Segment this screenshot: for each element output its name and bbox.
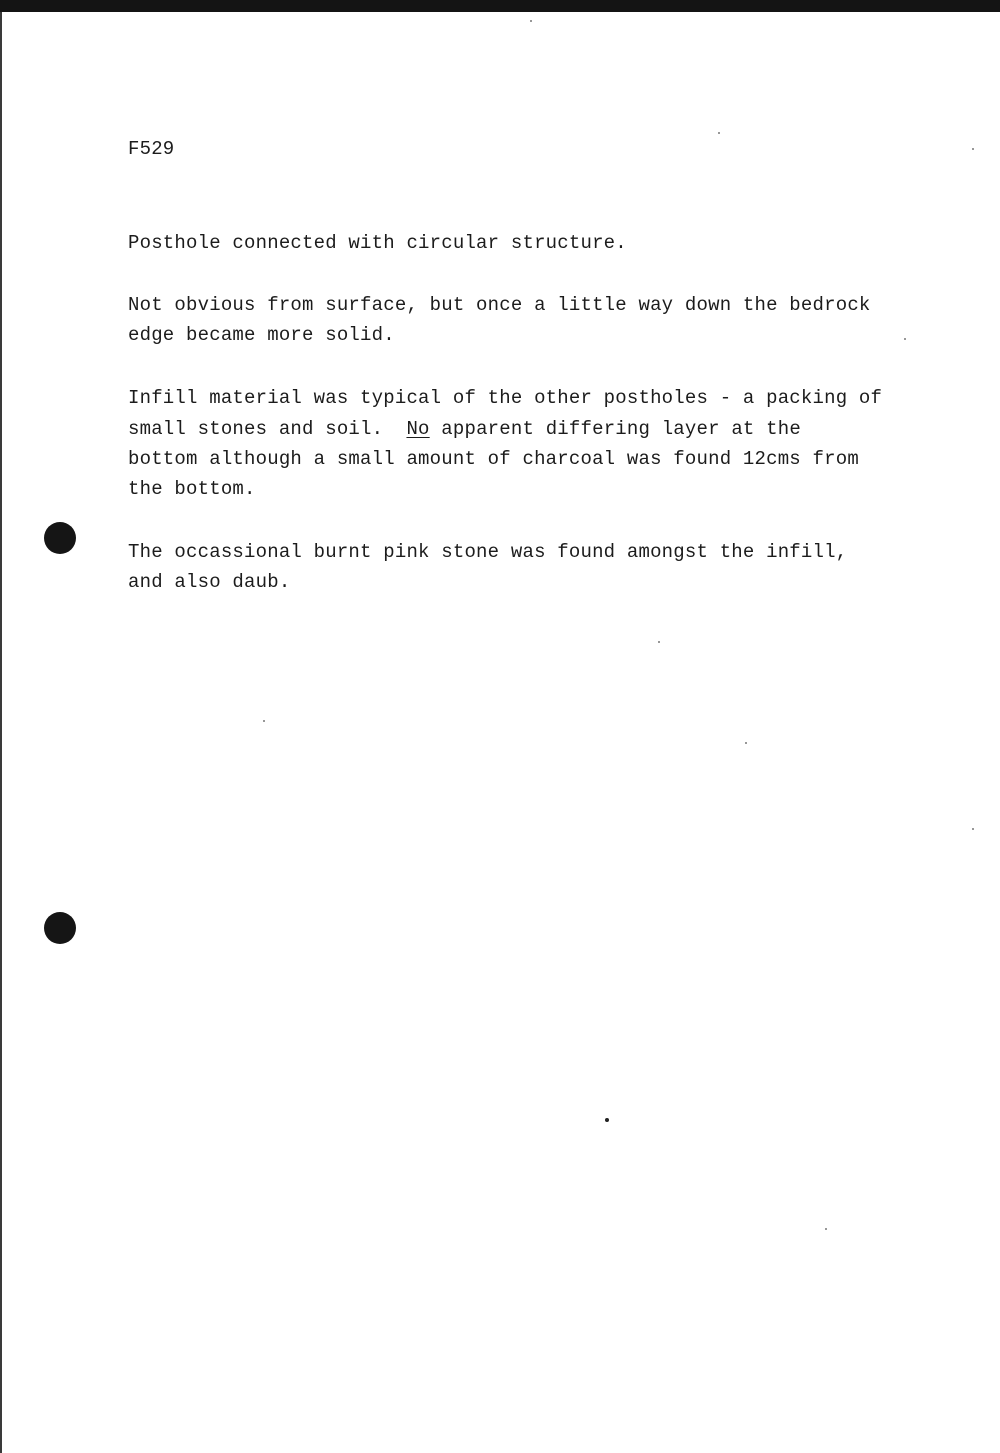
paragraph-4-line-2: and also daub. [128,571,291,593]
scan-speck [745,742,747,744]
scan-speck [718,132,720,134]
feature-id: F529 [128,138,175,160]
scan-speck [263,720,265,722]
scan-speck [530,20,532,22]
paragraph-3-line-2-start: small stones and soil. [128,418,407,440]
scan-speck [972,828,974,830]
paragraph-4-line-1: The occassional burnt pink stone was found amongst the infill, [128,541,848,563]
paragraph-3-line-3: bottom although a small amount of charcoal was found 12cms from [128,448,859,470]
paragraph-3-line-4: the bottom. [128,478,256,500]
paragraph-3-line-2 [128,414,801,445]
scan-speck [658,641,660,643]
scan-left-border [0,12,2,1453]
paragraph-1: Posthole connected with circular structure. [128,232,627,254]
paragraph-3-line-1: Infill material was typical of the other postholes - a packing of [128,387,883,409]
scan-speck [972,148,974,150]
underlined-no: No [406,418,430,440]
paragraph-2-line-2: edge became more solid. [128,324,395,346]
paragraph-2-line-1: Not obvious from surface, but once a little way down the bedrock [128,294,871,316]
scan-speck [825,1228,827,1230]
paragraph-3-line-2-end: apparent differing layer at the [429,418,801,440]
punch-hole-upper [44,522,76,554]
scan-top-border [0,0,1000,12]
punch-hole-lower [44,912,76,944]
scan-speck [904,338,906,340]
scan-speck [605,1118,609,1122]
